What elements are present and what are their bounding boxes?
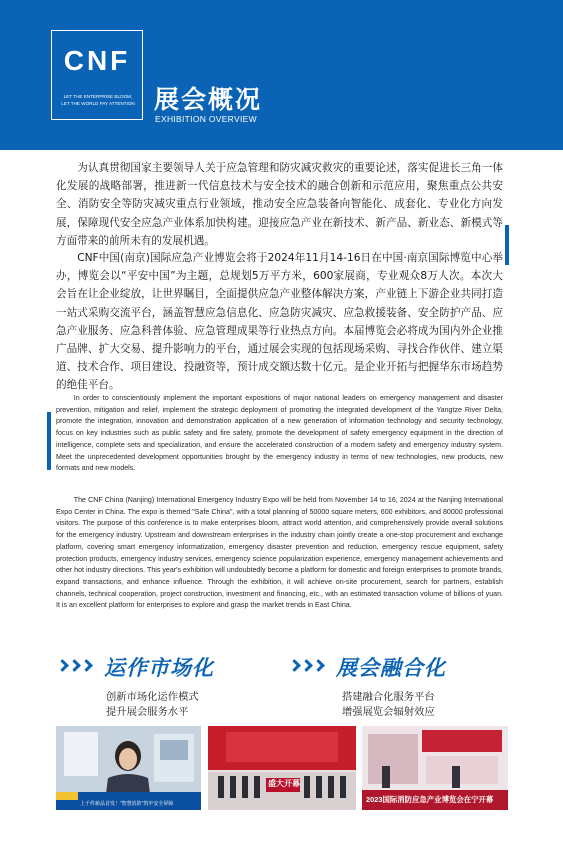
page-subtitle: EXHIBITION OVERVIEW [155,114,257,124]
opening-ceremony-image [208,726,356,810]
logo-slogan-line-2: LET THE WORLD PAY ATTENTION [61,101,135,106]
intro-paragraph-cn-1: 为认真贯彻国家主要领导人关于应急管理和防灾减灾救灾的重要论述，落实促进长三角一体化发展的战略部署，推进新一代信息技术与安全技术的融合创新和示范应用，聚焦重点公共安全、消防安全等防灾减灾重点行业领域，推动安全应急装备向智能化、成套化、专业化方向发展，保障现代安全应急产业体系加快构建。迎接应急产业在新技术、新产品、新业态、新模式等方面带来的前所未有的发展机遇。 [56,162,503,247]
page-title: 展会概况 [154,85,263,114]
photo-1-caption: 上千件新品首发！“智慧消防”筑牢安全屏障 [80,801,174,807]
chevron-arrows-icon [58,661,91,670]
feature-title-integration: 展会融合化 [336,656,446,680]
intro-paragraph-cn-2: CNF中国(南京)国际应急产业博览会将于2024年11月14-16日在中国·南京国际博览中心举办，博览会以“平安中国”为主题，总规划5万平方米，600家展商，专业观众8万人次。本次大会旨在让企业绽放，让世界瞩目，全面提供应急产业整体解决方案，产业链上下游企业共同打造一站式采购交流平台，涵盖智慧应急信息化、应急防灾减灾、应急救援装备、安全防护产品、应急产业服务、应急科普体验、应急管理成果等行业热点方向。本届博览会必将成为国内外企业推广品牌、扩大交易、提升影响力的平台，通过展会实现的包括现场采购、寻找合作伙伴、建立渠道、技术合作、项目建设、投融资等，预计成交额达数十亿元。是企业开拓与把握华东市场趋势的绝佳平台。 [56,252,503,392]
feature-title-market: 运作市场化 [104,656,214,680]
logo-slogan [56,93,140,107]
interview-scene-image [56,726,201,810]
feature-line-integration-2: 增强展览会辐射效应 [342,706,435,718]
feature-line-market-1: 创新市场化运作模式 [106,691,199,703]
feature-line-market-2: 提升展会服务水平 [106,706,189,718]
news-photo-2 [208,726,356,810]
accent-bar-right [505,225,509,265]
logo-slogan-line-1: LET THE ENTERPRISE BLOOM, [63,94,133,99]
intro-paragraph-en-2: The CNF China (Nanjing) International Emergency Industry Expo will be held from November 14 to 16, 2024 at the Nanjing International Expo Center in China. The expo is themed "Safe China", with a total planning of 50000 square meters, 600 exhibitors, and 80000 professional visitors. The purpose of this conference is to make enterprises bloom, attract world attention, and comprehensively provide overall solutions for the emergency industry. Upstream and downstream enterprises in the industry chain jointly create a one-stop procurement and exchange platform, covering smart emergency informatization, emergency disaster prevention and reduction, emergency rescue equipment, safety protection products, emergency industry services, emergency science popularization experience, emergency management achievements and other hot industry directions. This year's exhibition will undoubtedly become a platform for domestic and foreign enterprises to promote brands, expand transactions, and enhance influence. Through the exhibition, it will achieve on-site procurement, search for partners, establish channels, technical cooperation, project construction, investment and financing, etc., with an estimated transaction volume of billions of yuan. It is an excellent platform for enterprises to explore and grasp the market trends in East China. [56,496,503,610]
news-photo-1 [56,726,201,810]
photo-3-caption: 2023国际消防应急产业博览会在宁开幕 [366,795,494,804]
news-photo-3 [362,726,508,810]
feature-line-integration-1: 搭建融合化服务平台 [342,691,435,703]
accent-bar-left [47,412,51,470]
cnf-logo [51,30,143,120]
photo-2-banner: 盛大开幕 [268,779,300,788]
intro-paragraph-en-1: In order to conscientiously implement the important expositions of major national leaders on emergency management and disaster prevention, mitigation and relief, implement the strategic deployment of promoting the integrated development of the Yangtze River Delta, promote the integration, innovation and demonstration application of a new generation of information technology and security technology, focus on key industries such as public safety and fire safety, promote the development of safety emergency equipment in the direction of intelligence, complete sets and specialization, and ensure the accelerated construction of a modern safety and emergency industry system. Meet the unprecedented development opportunities brought by the emergency industry in terms of new technologies, new products, new formats and new models. [56,394,503,473]
header-banner [0,0,563,150]
logo-text: CNF [63,45,131,76]
chevron-arrows-icon [290,661,323,670]
